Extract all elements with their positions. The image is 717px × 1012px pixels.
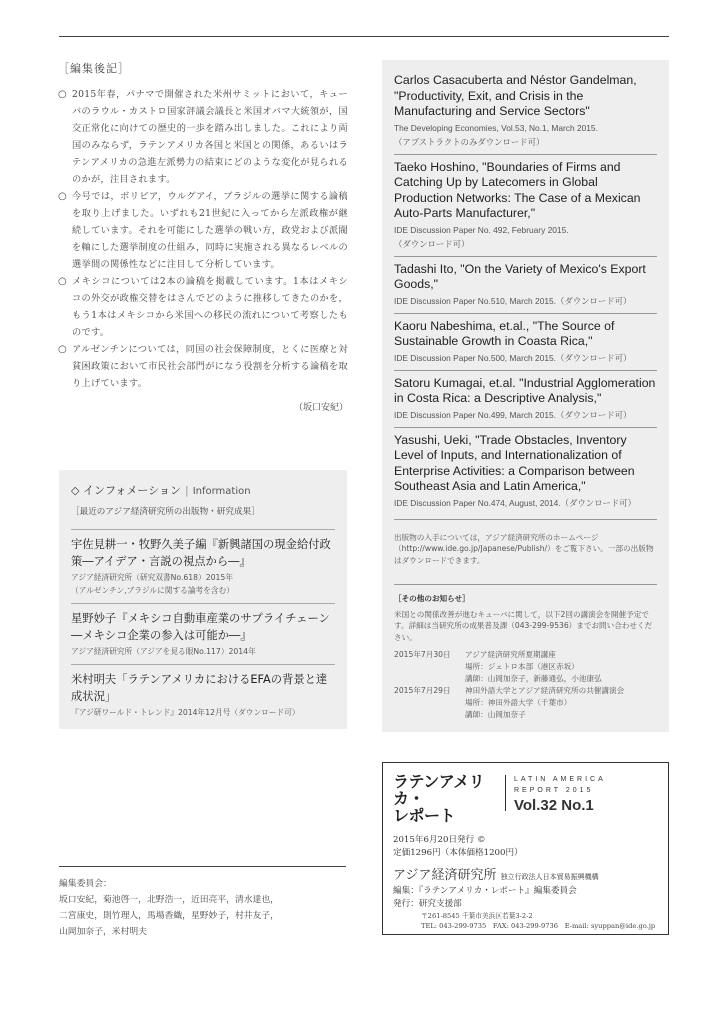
paper-item xyxy=(394,68,657,154)
editor-line: 編集：『ラテンアメリカ・レポート』編集委員会 xyxy=(393,886,577,896)
paper-item xyxy=(394,370,657,427)
editorial-item: ○ 2015年春，パナマで開催された米州サミットにおいて，キューバのラウル・カストロ国家評議会議長と米国オバマ大統領が，国交正常化に向けての歴史的一歩を踏み出しました。これにより両国のみならず，ラテンアメリカ各国と米国との関係，あるいはラテンアメリカの急進左派勢力の結束にどのような変化が見られるのかが，注目されます。 xyxy=(58,86,348,188)
event-item xyxy=(394,649,657,661)
bullet-circle-icon: ○ xyxy=(58,344,68,355)
committee-members: 山岡加奈子，米村明夫 xyxy=(59,927,147,937)
other-notice-body: 米国との関係改善が進むキューバに関して，以下2回の講演会を開催予定です。詳細は当研究所の成果普及課（043-299-9536）までお問い合わせください。 xyxy=(394,609,653,642)
committee-members: 坂口安紀，菊池啓一，北野浩一，近田亮平，清水達也， xyxy=(59,895,279,905)
paper-meta: IDE Discussion Paper No. 492, February 2015. xyxy=(394,224,569,235)
information-subtitle: ［最近のアジア経済研究所の出版物・研究成果］ xyxy=(71,505,335,530)
event-date: 2015年7月29日 xyxy=(394,686,451,695)
bullet-circle-icon: ○ xyxy=(58,89,68,100)
issue-info xyxy=(393,834,658,860)
event-speakers: 講師：山岡加奈子 xyxy=(465,710,526,719)
paper-title: Satoru Kumagai, et.al. "Industrial Agglomeration in Costa Rica: a Descriptive Analysis," xyxy=(394,375,656,405)
event-details xyxy=(394,661,657,685)
editorial-heading: ［編集後記］ xyxy=(58,62,130,75)
issue-price: 定価1296円（本体価格1200円） xyxy=(393,848,523,858)
paper-title: Yasushi, Ueki, "Trade Obstacles, Inventory Level of Inputs, and Internationalization of Enterprise Activities: a Comparison between Southeast Asia and Latin America," xyxy=(394,432,635,493)
paper-title: Taeko Hoshino, "Boundaries of Firms and Catching Up by Latecomers in Global Production Networks: The Case of a Mexican Auto-Parts Manufacturer," xyxy=(394,159,641,220)
paper-title: Carlos Casacuberta and Néstor Gandelman, "Productivity, Exit, and Crisis in the Manufacturing and Service Sectors" xyxy=(394,73,637,118)
publication-meta: 『アジ研ワールド・トレンド』2014年12月号（ダウンロード可） xyxy=(71,708,300,717)
paper-item xyxy=(394,313,657,370)
bullet-circle-icon: ○ xyxy=(58,276,68,287)
paper-item xyxy=(394,154,657,256)
volume-number: Vol.32 No.1 xyxy=(514,797,594,814)
event-title: アジア経済研究所夏期講座 xyxy=(465,650,556,659)
colophon-box xyxy=(382,762,669,935)
committee-label: 編集委員会： xyxy=(59,879,112,889)
publication-item xyxy=(71,604,335,665)
top-rule xyxy=(59,36,669,37)
information-title: ◇ インフォメーション | Information xyxy=(71,484,251,497)
other-notice-heading: ［その他のお知らせ］ xyxy=(394,594,470,603)
event-title: 神田外語大学とアジア経済研究所の共催講演会 xyxy=(465,686,625,695)
paper-meta: The Developing Economies, Vol.53, No.1, March 2015. xyxy=(394,122,598,133)
event-details xyxy=(394,697,657,721)
editorial-item: ○ メキシコについては2本の論稿を掲載しています。1本はメキシコの外交が政権交替をはさんでどのように推移してきたのかを，もう1本はメキシコから米国への移民の流れについて考察したものです。 xyxy=(58,273,348,341)
logo-divider xyxy=(505,775,506,811)
event-venue: 場所：ジェトロ本部（港区赤坂） xyxy=(465,662,579,671)
publisher-subname: 独立行政法人日本貿易振興機構 xyxy=(500,873,599,881)
editorial-postscript xyxy=(58,60,348,413)
publication-item xyxy=(71,530,335,604)
event-list xyxy=(394,649,657,721)
event-item xyxy=(394,685,657,697)
publication-meta: アジア経済研究所（研究双書No.618）2015年 xyxy=(71,573,234,582)
postal-address: 〒261-8545 千葉市美浜区若葉3-2-2 xyxy=(421,912,533,920)
purchase-note: 出版物の入手については，アジア経済研究所のホームページ（http://www.ide.go.jp/Japanese/Publish/）をご覧下さい。一部の出版物はダウンロードできます。 xyxy=(394,519,657,567)
paper-meta: IDE Discussion Paper No.499, March 2015.（ダウンロード可） xyxy=(394,409,632,420)
publication-title: 宇佐見耕一・牧野久美子編『新興諸国の現金給付政策―アイデア・言説の視点から―』 xyxy=(71,538,331,568)
editorial-item: ○ 今号では，ボリビア，ウルグアイ，ブラジルの選挙に関する論稿を取り上げました。いずれも21世紀に入ってから左派政権が継続しています。それを可能にした選挙の戦い方，政党および派閥を軸にした選挙制度の仕組み，同時に実施される異なるレベルの選挙間の関係性などに注目して分析しています。 xyxy=(58,188,348,273)
issue-date: 2015年6月20日発行 © xyxy=(393,835,486,845)
committee-rule xyxy=(59,866,346,867)
editorial-signature: （坂口安紀） xyxy=(293,403,348,413)
editorial-item: ○ アルゼンチンについては，同国の社会保障制度，とくに医療と対貧困政策において市民社会部門がになう役割を分析する論稿を取り上げています。 xyxy=(58,341,348,392)
event-speakers: 講師：山岡加奈子，新藤通弘，小池康弘 xyxy=(465,674,602,683)
contact-info: TEL: 043-299-9735 FAX: 043-299-9736 E-mail: syuppan@ide.go.jp xyxy=(421,922,656,930)
event-venue: 場所：神田外語大学（千葉市） xyxy=(465,698,572,707)
report-logo-english: LATIN AMERICA REPORT 2015 Vol.32 No.1 xyxy=(514,776,606,814)
publication-title: 米村明夫「ラテンアメリカにおけるEFAの背景と達成状況」 xyxy=(71,673,328,703)
publication-item xyxy=(71,665,335,725)
research-papers-panel xyxy=(382,60,669,732)
publication-title: 星野妙子『メキシコ自動車産業のサプライチェーン―メキシコ企業の参入は可能か―』 xyxy=(71,612,330,642)
paper-item xyxy=(394,256,657,313)
paper-meta: IDE Discussion Paper No.510, March 2015.（ダウンロード可） xyxy=(394,295,632,306)
paper-title: Kaoru Nabeshima, et.al., "The Source of Sustainable Growth in Coasta Rica," xyxy=(394,318,615,348)
information-panel xyxy=(59,470,347,729)
report-logo-japanese: ラテンアメリカ・ レポート xyxy=(393,772,485,825)
title-separator: | xyxy=(184,484,189,497)
report-logo xyxy=(393,773,658,824)
publication-note: （アルゼンチン,ブラジルに関する論考を含む） xyxy=(71,586,234,595)
committee-members: 二宮康史，則竹理人，馬場香織，星野妙子，村井友子， xyxy=(59,911,279,921)
paper-note: （アブストラクトのみダウンロード可） xyxy=(394,136,545,147)
publication-meta: アジア経済研究所（アジアを見る眼No.117）2014年 xyxy=(71,647,256,656)
other-notice xyxy=(394,584,657,721)
paper-meta: IDE Discussion Paper No.500, March 2015.（ダウンロード可） xyxy=(394,352,632,363)
bullet-circle-icon: ○ xyxy=(58,191,68,202)
paper-note: （ダウンロード可） xyxy=(394,238,470,249)
paper-title: Tadashi Ito, "On the Variety of Mexico's Export Goods," xyxy=(394,261,646,291)
issuer-line: 発行：研究支援部 xyxy=(393,899,462,909)
event-date: 2015年7月30日 xyxy=(394,650,451,659)
editorial-committee xyxy=(59,876,349,940)
paper-meta: IDE Discussion Paper No.474, August, 2014.（ダウンロード可） xyxy=(394,497,637,508)
publisher-name: アジア経済研究所 独立行政法人日本貿易振興機構 xyxy=(393,868,599,883)
paper-item xyxy=(394,427,657,515)
